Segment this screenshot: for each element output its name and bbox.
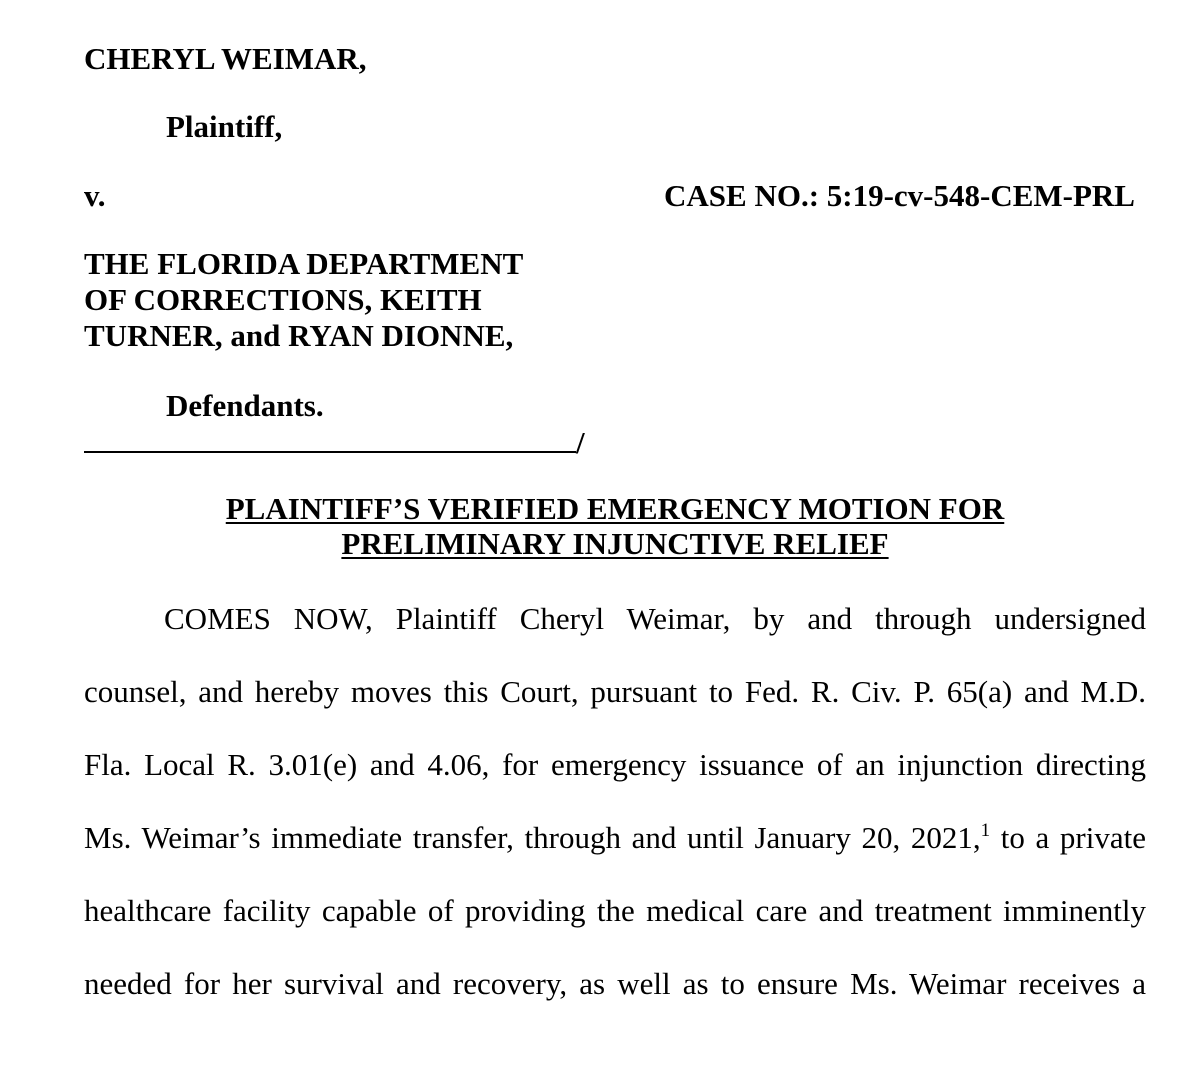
caption-signature-line (84, 424, 585, 461)
motion-title-line-1 (0, 491, 1200, 526)
caption-slash: / (576, 425, 585, 460)
body-line-3: Fla. Local R. 3.01(e) and 4.06, for emergency issuance of an injunction directing (84, 747, 1146, 782)
body-line-6: needed for her survival and recovery, as well as to ensure Ms. Weimar receives a (84, 966, 1146, 1001)
motion-title-text-1: PLAINTIFF’S VERIFIED EMERGENCY MOTION FOR (225, 491, 1005, 526)
footnote-marker[interactable]: 1 (980, 820, 991, 841)
versus-label: v. (84, 178, 106, 213)
defendants-line-2: OF CORRECTIONS, KEITH (84, 282, 482, 317)
plaintiff-name: CHERYL WEIMAR, (84, 41, 367, 76)
defendants-line-3: TURNER, and RYAN DIONNE, (84, 318, 514, 353)
caption-rule (84, 429, 576, 453)
motion-title-text-2: PRELIMINARY INJUNCTIVE RELIEF (341, 526, 889, 561)
body-line-4-text: Ms. Weimar’s immediate transfer, through and until January 20, 2021, (84, 820, 981, 855)
body-line-4-tail: to a private (1000, 820, 1146, 855)
plaintiff-role: Plaintiff, (166, 109, 283, 144)
defendants-line-1: THE FLORIDA DEPARTMENT (84, 246, 524, 281)
motion-title-line-2 (0, 526, 1200, 561)
defendants-role: Defendants. (166, 388, 324, 423)
body-line-5: healthcare facility capable of providing the medical care and treatment imminently (84, 893, 1146, 928)
body-line-1: COMES NOW, Plaintiff Cheryl Weimar, by and through undersigned (164, 601, 1146, 636)
body-line-2: counsel, and hereby moves this Court, pursuant to Fed. R. Civ. P. 65(a) and M.D. (84, 674, 1146, 709)
case-number: CASE NO.: 5:19-cv-548-CEM-PRL (664, 178, 1135, 213)
body-line-4 (84, 819, 1146, 856)
